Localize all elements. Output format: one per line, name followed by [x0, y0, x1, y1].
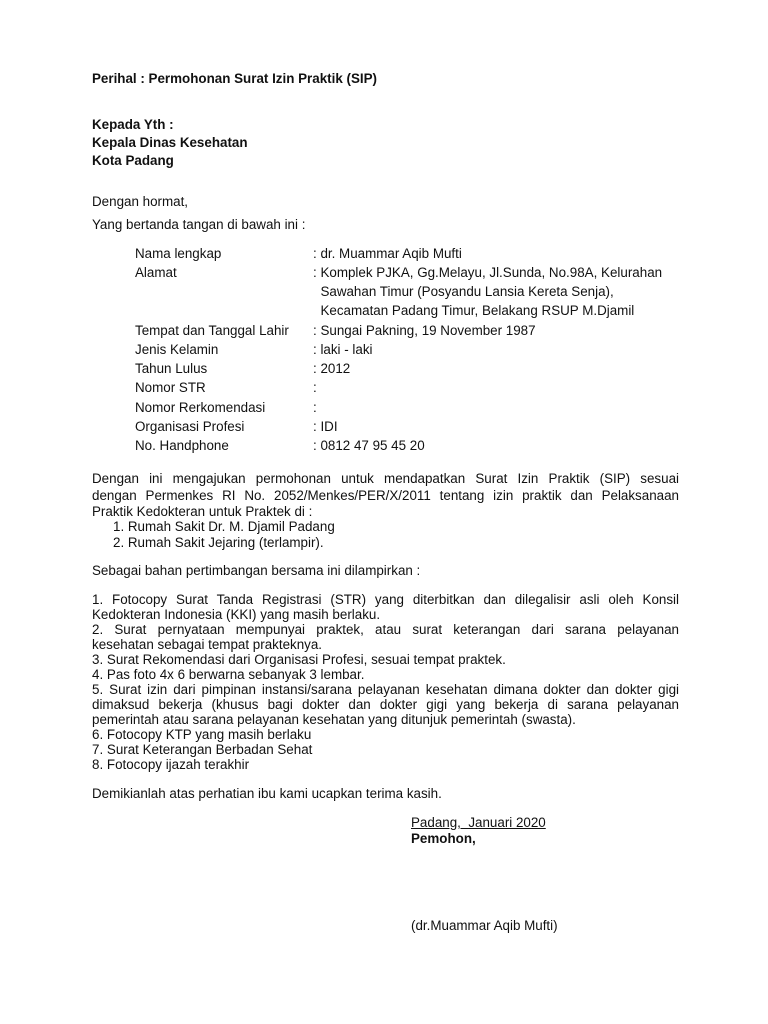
attachment-line: 4. Pas foto 4x 6 berwarna sebanyak 3 lembar. [92, 667, 365, 682]
field-label: Nama lengkap [135, 246, 222, 261]
recipient-line-2: Kepala Dinas Kesehatan [92, 135, 248, 150]
field-label: Organisasi Profesi [135, 419, 245, 434]
attachment-line: kesehatan sebagai tempat prakteknya. [92, 637, 323, 652]
signature-name: (dr.Muammar Aqib Mufti) [411, 918, 558, 933]
field-value: : Sungai Pakning, 19 November 1987 [313, 323, 536, 338]
attachment-line: 3. Surat Rekomendasi dari Organisasi Profesi, sesuai tempat praktek. [92, 652, 506, 667]
signature-place-date: Padang, Januari 2020 [411, 815, 546, 830]
practice-place-item: 2. Rumah Sakit Jejaring (terlampir). [113, 535, 324, 550]
greeting: Dengan hormat, [92, 194, 189, 209]
field-label: No. Handphone [135, 438, 229, 453]
request-line-3: Praktik Kedokteran untuk Praktek di : [92, 504, 313, 519]
field-value: : 2012 [313, 361, 351, 376]
request-line-2: dengan Permenkes RI No. 2052/Menkes/PER/X/2011 tentang izin praktik dan Pelaksanaan [92, 488, 679, 503]
field-label: Nomor Rerkomendasi [135, 400, 266, 415]
field-value: : [313, 380, 317, 395]
field-label: Tempat dan Tanggal Lahir [135, 323, 289, 338]
attachment-line: 6. Fotocopy KTP yang masih berlaku [92, 727, 312, 742]
field-label: Alamat [135, 265, 177, 280]
letter-subject: Perihal : Permohonan Surat Izin Praktik (SIP) [92, 71, 377, 86]
field-value: : 0812 47 95 45 20 [313, 438, 425, 453]
field-value: : dr. Muammar Aqib Mufti [313, 246, 462, 261]
closing-text: Demikianlah atas perhatian ibu kami ucapkan terima kasih. [92, 786, 442, 801]
request-line-1: Dengan ini mengajukan permohonan untuk mendapatkan Surat Izin Praktik (SIP) sesuai [92, 471, 679, 486]
attachment-line: Kedokteran Indonesia (KKI) yang masih berlaku. [92, 607, 381, 622]
field-label: Tahun Lulus [135, 361, 208, 376]
attachments-intro: Sebagai bahan pertimbangan bersama ini dilampirkan : [92, 563, 421, 578]
field-label: Nomor STR [135, 380, 206, 395]
field-value: : Komplek PJKA, Gg.Melayu, Jl.Sunda, No.98A, Kelurahan [313, 265, 663, 280]
practice-place-item: 1. Rumah Sakit Dr. M. Djamil Padang [113, 519, 335, 534]
intro-text: Yang bertanda tangan di bawah ini : [92, 217, 306, 232]
attachment-line: dimaksud bekerja (khusus bagi dokter dan dokter gigi yang bekerja di sarana pelayanan [92, 697, 679, 712]
field-label: Jenis Kelamin [135, 342, 219, 357]
recipient-line-1: Kepada Yth : [92, 117, 174, 132]
attachment-line: 1. Fotocopy Surat Tanda Registrasi (STR) yang diterbitkan dan dilegalisir asli oleh Konsil [92, 592, 679, 607]
field-value: Kecamatan Padang Timur, Belakang RSUP M.Djamil [313, 303, 635, 318]
attachment-line: pemerintah atau sarana pelayanan kesehatan yang ditunjuk pemerintah (swasta). [92, 712, 576, 727]
attachment-line: 2. Surat pernyataan mempunyai praktek, atau surat keterangan dari sarana pelayanan [92, 622, 679, 637]
attachment-line: 8. Fotocopy ijazah terakhir [92, 757, 250, 772]
field-value: : IDI [313, 419, 338, 434]
attachment-line: 7. Surat Keterangan Berbadan Sehat [92, 742, 313, 757]
field-value: : laki - laki [313, 342, 373, 357]
recipient-line-3: Kota Padang [92, 153, 174, 168]
attachment-line: 5. Surat izin dari pimpinan instansi/sarana pelayanan kesehatan dimana dokter dan dokter gigi [92, 682, 679, 697]
signature-role: Pemohon, [411, 831, 476, 846]
field-value: Sawahan Timur (Posyandu Lansia Kereta Senja), [313, 284, 614, 299]
field-value: : [313, 400, 317, 415]
